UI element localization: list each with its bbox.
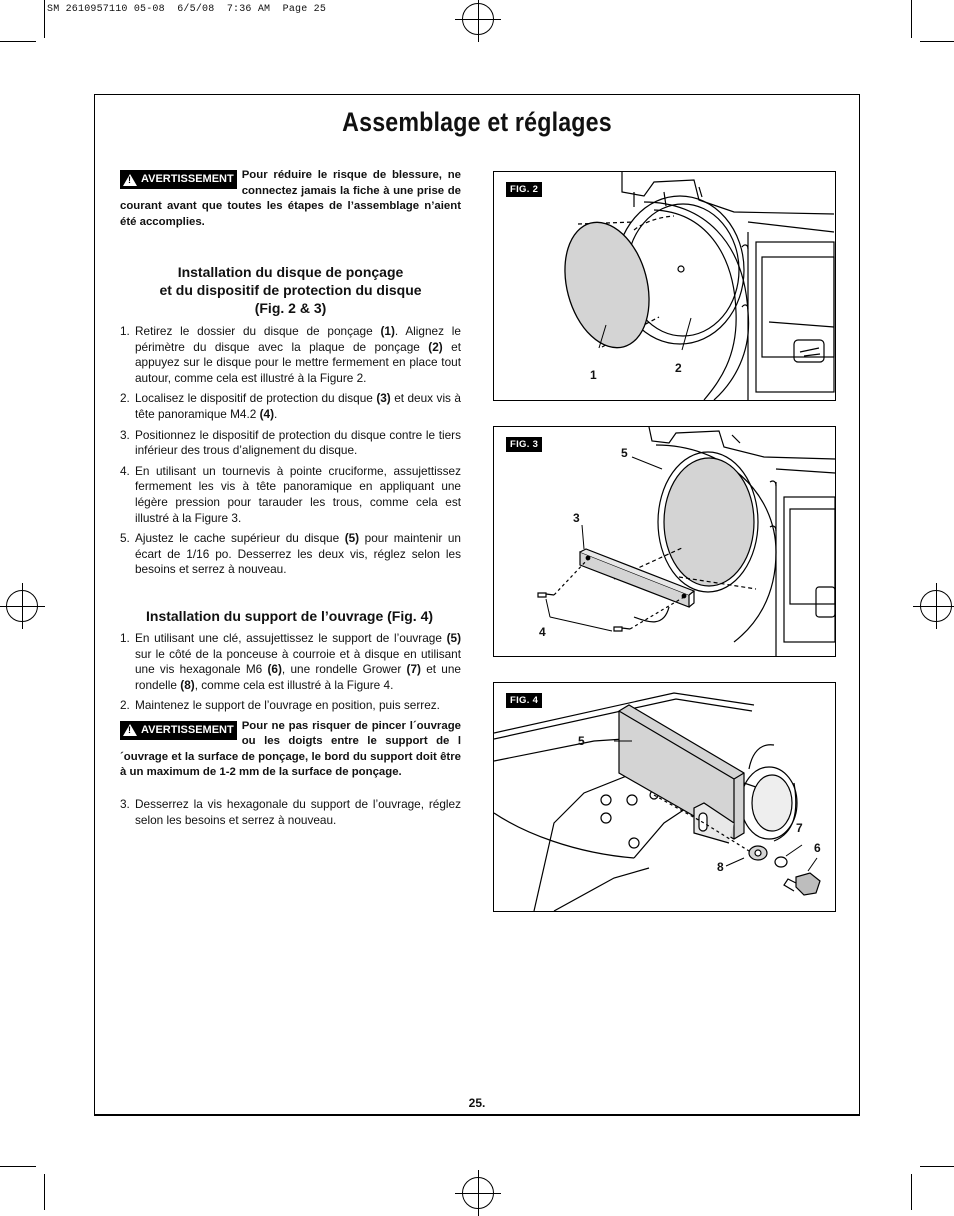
- callout-5: 5: [621, 446, 628, 460]
- page-title: Assemblage et réglages: [342, 107, 612, 137]
- part-reference: (2): [428, 339, 443, 354]
- step-text: Desserrez la vis hexagonale du support de l’ouvrage, réglez selon les besoins et serrez à nouveau.: [135, 796, 461, 827]
- crop-mark: [0, 41, 36, 42]
- step-item: [120, 631, 461, 693]
- page-number: 25.: [468, 1096, 486, 1110]
- step-number: 5.: [120, 531, 130, 546]
- step-text: et appuyez sur le disque pour le mettre fermement en place tout autour, comme cela est illustré à la Figure 2.: [135, 339, 461, 385]
- step-number: 4.: [120, 463, 130, 478]
- warning-text: Pour réduire le risque de blessure, ne connectez jamais la fiche à une prise de courant avant que toutes les étapes de l’assemblage n’aient été accomplies.: [120, 169, 461, 228]
- warning-label: AVERTISSEMENT: [141, 723, 234, 736]
- step-number: 3.: [120, 796, 130, 811]
- step-number: 1.: [120, 631, 130, 645]
- step-text: , comme cela est illustré à la Figure 4.: [194, 677, 394, 692]
- step-text: En utilisant une clé, assujettissez le support de l’ouvrage: [135, 631, 447, 645]
- warning-text: Pour ne pas risquer de pincer l´ouvrage ou les doigts entre le support de l´ouvrage et la surface de ponçage, le bord du support doit être à un maximum de 1-2 mm de la surface de ponçage.: [120, 719, 461, 779]
- warning-block: [120, 168, 461, 230]
- text-column: [120, 263, 461, 583]
- steps-list: [120, 324, 461, 578]
- part-reference: (6): [267, 662, 282, 677]
- registration-mark: [6, 590, 38, 622]
- step-text: sur le côté de la ponceuse à courroie et à disque en utilisant une vis hexagonale M6: [135, 646, 461, 677]
- warning-block: [120, 719, 461, 781]
- step-text: Localisez le dispositif de protection du disque: [135, 391, 377, 406]
- crop-mark: [0, 1166, 36, 1167]
- fig2-illustration: [494, 172, 835, 400]
- figure-2: [493, 171, 836, 401]
- registration-mark: [462, 3, 494, 35]
- step-item: [120, 428, 461, 459]
- step-text: , une rondelle Grower: [281, 662, 407, 677]
- section-heading: Installation du disque de ponçage et du dispositif de protection du disque (Fig. 2 & 3): [159, 264, 422, 316]
- section-heading: Installation du support de l’ouvrage (Fig. 4): [146, 608, 434, 624]
- steps-list: [120, 797, 461, 828]
- warning-label: AVERTISSEMENT: [141, 173, 234, 185]
- figure-3: [493, 426, 836, 657]
- callout-7: 7: [796, 821, 803, 835]
- figure-tag: FIG. 4: [506, 693, 542, 708]
- step-number: 1.: [120, 324, 130, 338]
- step-item: [120, 531, 461, 578]
- text-column: [120, 607, 461, 833]
- crop-mark: [920, 41, 954, 42]
- warning-badge: [120, 170, 237, 189]
- step-text: En utilisant un tournevis à pointe cruciforme, assujettissez fermement les vis à tête panoramique en appliquant une légère pression pour tarauder les trous, comme cela est illustré à la Figure 3.: [135, 463, 461, 525]
- step-number: 2.: [120, 391, 130, 406]
- step-text: et une rondelle: [135, 662, 461, 692]
- part-reference: (8): [180, 677, 195, 692]
- warning-triangle-icon: !: [123, 724, 137, 736]
- crop-mark: [911, 0, 912, 38]
- step-text: .: [274, 406, 278, 421]
- step-text: Retirez le dossier du disque de ponçage: [135, 324, 381, 338]
- part-reference: (3): [376, 391, 391, 406]
- step-item: [120, 698, 461, 714]
- crop-mark: [44, 1174, 45, 1210]
- step-number: 2.: [120, 698, 130, 713]
- part-reference: (1): [380, 324, 395, 338]
- callout-5: 5: [578, 734, 585, 748]
- fig4-illustration: [494, 683, 835, 911]
- step-text: Positionnez le dispositif de protection du disque contre le tiers inférieur des trous d’alignement du disque.: [135, 427, 461, 458]
- warning-triangle-icon: !: [123, 174, 137, 186]
- warning-badge: [120, 721, 237, 740]
- step-text: pour maintenir un écart de 1/16 po. Desserrez les deux vis, réglez selon les besoins et serrez à nouveau.: [135, 531, 461, 577]
- steps-list: [120, 631, 461, 714]
- print-slug: SM 2610957110 05-08 6/5/08 7:36 AM Page 25: [47, 4, 327, 15]
- step-item: [120, 797, 461, 828]
- step-text: Maintenez le support de l’ouvrage en position, puis serrez.: [135, 698, 440, 713]
- step-item: [120, 464, 461, 526]
- figure-4: [493, 682, 836, 912]
- figure-tag: FIG. 2: [506, 182, 542, 197]
- page-frame: [94, 94, 860, 1116]
- part-reference: (5): [344, 531, 360, 546]
- step-number: 3.: [120, 427, 130, 442]
- callout-2: 2: [675, 361, 682, 375]
- callout-8: 8: [717, 860, 724, 874]
- callout-4: 4: [539, 625, 546, 639]
- step-item: [120, 324, 461, 386]
- step-text: . Alignez le périmètre du disque avec la plaque de ponçage: [135, 324, 461, 354]
- registration-mark: [462, 1177, 494, 1209]
- step-text: et deux vis à tête panoramique M4.2: [135, 391, 461, 421]
- registration-mark: [920, 590, 952, 622]
- part-reference: (5): [446, 631, 461, 645]
- step-item: [120, 391, 461, 422]
- figure-tag: FIG. 3: [506, 437, 542, 452]
- callout-3: 3: [573, 511, 580, 525]
- part-reference: (4): [259, 406, 275, 421]
- crop-mark: [911, 1174, 912, 1210]
- step-text: Ajustez le cache supérieur du disque: [135, 531, 345, 546]
- callout-6: 6: [814, 841, 821, 855]
- callout-1: 1: [590, 368, 597, 382]
- crop-mark: [920, 1166, 954, 1167]
- crop-mark: [44, 0, 45, 38]
- part-reference: (7): [406, 662, 421, 677]
- fig3-illustration: [494, 427, 835, 656]
- text-column: [120, 168, 461, 230]
